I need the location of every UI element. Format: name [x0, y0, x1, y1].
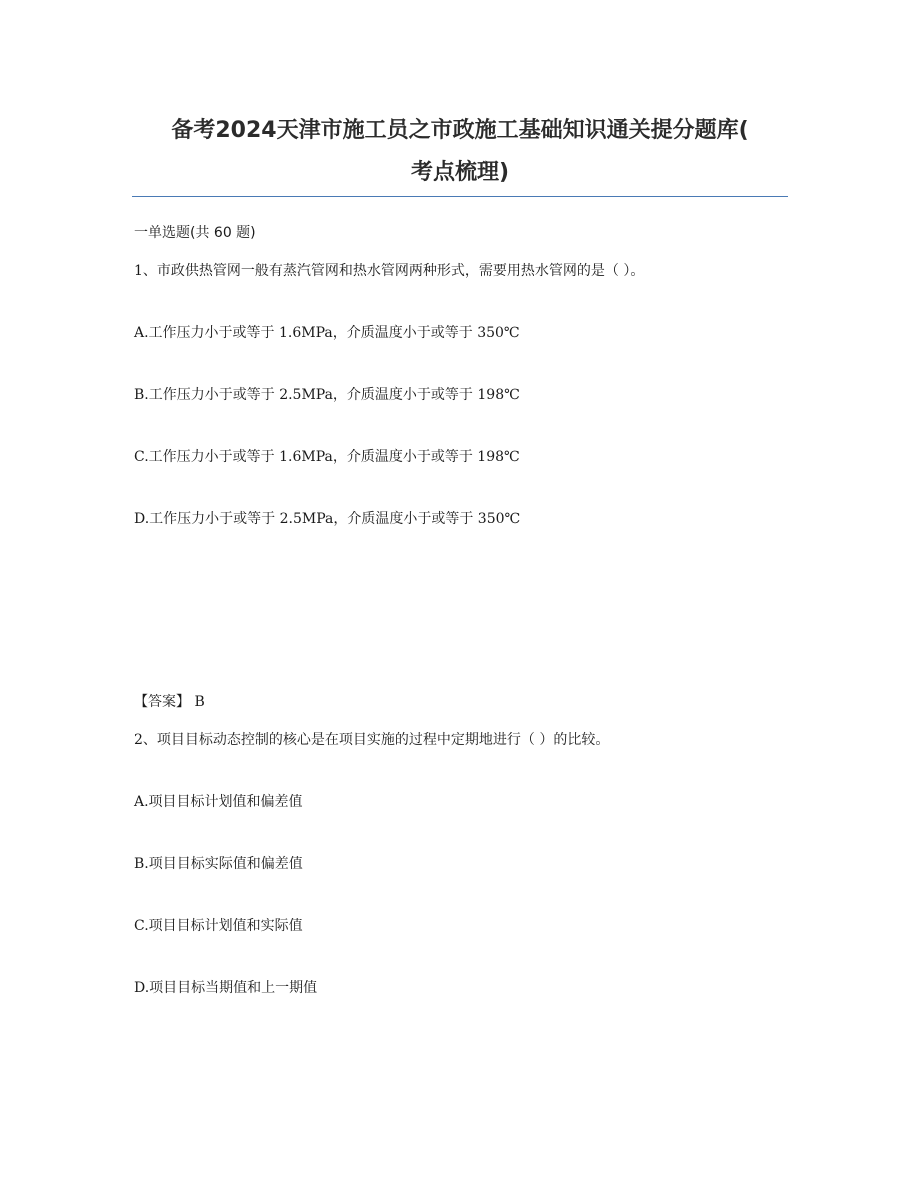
question-2-option-b: B.项目目标实际值和偏差值 [134, 856, 303, 872]
question-2-option-a: A.项目目标计划值和偏差值 [134, 794, 303, 810]
question-1-option-b: B.工作压力小于或等于 2.5MPa，介质温度小于或等于 198℃ [134, 387, 520, 403]
question-2-option-d: D.项目目标当期值和上一期值 [134, 980, 318, 996]
question-2-option-c: C.项目目标计划值和实际值 [134, 918, 303, 934]
document-title-line-2: 考点梳理) [410, 160, 510, 185]
question-2-text: 2、项目目标动态控制的核心是在项目实施的过程中定期地进行（ ）的比较。 [134, 732, 610, 748]
question-1-answer: 【答案】 B [134, 694, 205, 710]
question-1-option-a: A.工作压力小于或等于 1.6MPa，介质温度小于或等于 350℃ [134, 325, 520, 341]
title-divider [132, 196, 788, 197]
question-1-option-c: C.工作压力小于或等于 1.6MPa，介质温度小于或等于 198℃ [134, 449, 520, 465]
question-1-text: 1、市政供热管网一般有蒸汽管网和热水管网两种形式，需要用热水管网的是（ ）。 [134, 263, 645, 279]
document-title-line-1: 备考2024天津市施工员之市政施工基础知识通关提分题库( [171, 118, 749, 143]
section-header: 一单选题(共 60 题) [134, 225, 256, 241]
question-1-option-d: D.工作压力小于或等于 2.5MPa，介质温度小于或等于 350℃ [134, 511, 521, 527]
